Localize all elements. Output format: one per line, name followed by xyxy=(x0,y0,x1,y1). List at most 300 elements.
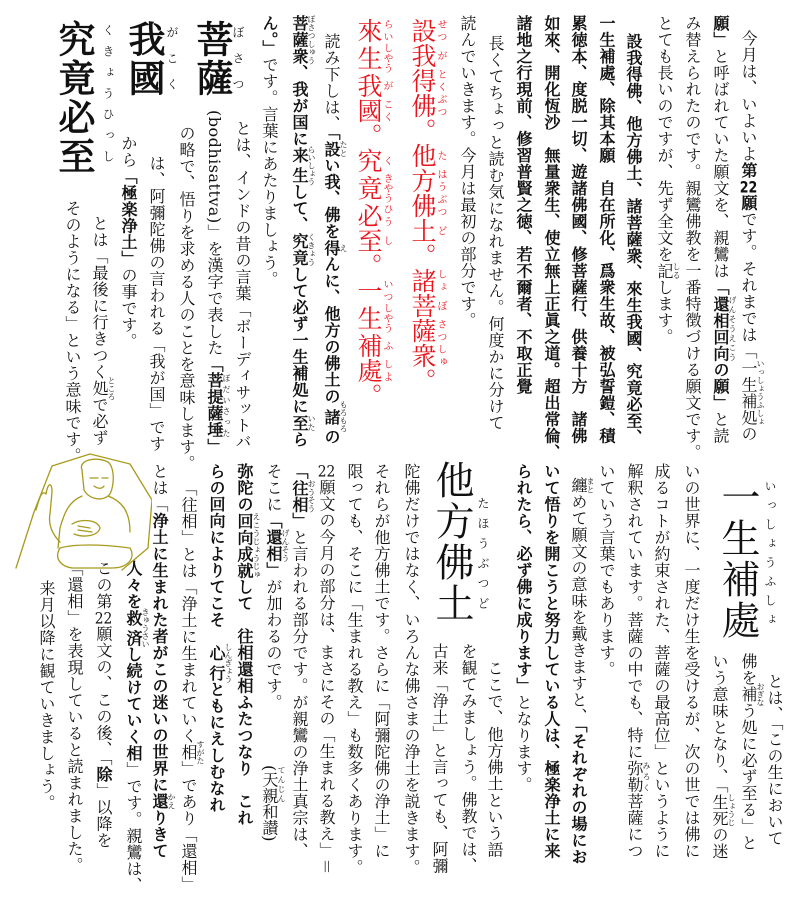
text-run: 如來、開化恆沙 無量衆生、使立無上正眞之道。超出常倫、 xyxy=(542,15,561,461)
text-run: 22 xyxy=(739,178,758,195)
ruby-text xyxy=(354,203,392,228)
text-line xyxy=(65,560,83,874)
ruby-text xyxy=(90,376,116,401)
ruby-reading: おぎな xyxy=(756,682,765,707)
text-run: いの世界に、一度だけ生を受けるが、次の世では佛に xyxy=(682,463,701,859)
ruby-reading: はう xyxy=(435,168,446,193)
text-run: 「それぞれの場にお xyxy=(569,724,588,865)
text-run: 。 xyxy=(408,118,437,143)
ruby-reading: しんぎょう xyxy=(224,642,233,683)
text-run: う処に必ず至る」と xyxy=(739,702,758,851)
ruby-reading: ぼ xyxy=(435,293,446,318)
text-line xyxy=(260,15,278,288)
ruby-base: 還 xyxy=(150,793,169,810)
text-run: と言われる部分です。が親鸞の浄土真宗は、 xyxy=(290,529,309,859)
ruby-base: 生死 xyxy=(710,793,729,827)
text-run: を観てみましょう。佛教では、 xyxy=(459,643,478,874)
ruby-reading: が xyxy=(381,73,392,98)
ruby-text xyxy=(710,793,736,827)
text-run: 諸地之行現前、修習普賢之徳、若不爾者、不取正覺 xyxy=(514,15,533,395)
ruby-text xyxy=(290,233,316,266)
ruby-reading: まと xyxy=(586,477,595,494)
text-run: 、我が国に xyxy=(290,64,309,147)
text-run: の迷 xyxy=(710,826,729,860)
text-run: んに、他方の佛土の xyxy=(322,256,341,405)
text-run: 。 xyxy=(408,243,437,268)
text-run: いう意味となり、「 xyxy=(710,653,729,794)
text-run: 古来「浄土」と言っても、阿彌 xyxy=(430,643,449,874)
ruby-reading: らいしょう xyxy=(307,145,316,186)
text-run: られたら、必ず佛に成ります」 xyxy=(514,463,533,694)
text-line xyxy=(569,477,595,865)
text-line xyxy=(322,33,348,445)
ruby-base: (天親 xyxy=(260,765,279,804)
text-run: 願」 xyxy=(711,15,730,48)
ruby-reading: きやう xyxy=(381,173,392,203)
text-run: そのようになる」という意味です。 xyxy=(63,200,82,464)
ruby-base: 心行 xyxy=(207,642,226,683)
text-run: 浄土に生まれた者がこの迷いの世界に xyxy=(150,512,169,793)
ruby-base: 佛 xyxy=(408,193,437,218)
text-line xyxy=(711,15,737,444)
red-scripture-line xyxy=(408,18,446,393)
ruby-reading: おうそう xyxy=(307,479,316,513)
text-line xyxy=(430,643,448,874)
ruby-base: 諸 xyxy=(322,400,341,433)
text-run: ん。」 xyxy=(260,15,279,57)
text-line xyxy=(683,15,701,461)
ruby-reading: ぼだいさった xyxy=(222,372,231,439)
ruby-text xyxy=(290,145,316,186)
text-run: の xyxy=(739,425,758,442)
ruby-text xyxy=(408,268,446,293)
text-run: 。 xyxy=(408,368,437,393)
ruby-reading: みろく xyxy=(642,760,651,793)
ruby-base: 菩薩衆 xyxy=(290,15,309,65)
text-run: 成るコトが約束された、菩薩の最高位」というように xyxy=(652,463,671,859)
ruby-base: 纏 xyxy=(569,477,588,494)
text-run: それらが他方佛土です。さらに「阿彌陀佛の浄土」に xyxy=(372,463,391,859)
text-line xyxy=(739,30,765,442)
ruby-reading: ぶつ xyxy=(435,93,446,118)
ruby-base: 生 xyxy=(354,303,383,333)
ruby-reading: ところ xyxy=(107,376,116,401)
ruby-text xyxy=(739,682,765,707)
ruby-reading: ど xyxy=(435,218,446,243)
text-run: 読んでいきます。今月は最初の部分です。 xyxy=(458,15,477,329)
ruby-base: 弥勒 xyxy=(625,760,644,793)
ruby-base: 来生 xyxy=(290,145,309,186)
text-run: 佛を xyxy=(739,653,758,686)
text-run: 。 xyxy=(354,253,383,278)
text-run: とは、インドの昔の言葉「ボーディサットバ xyxy=(233,120,252,450)
text-run: 「往相」とは「浄土に生まれていく xyxy=(179,480,198,744)
text-run: ら xyxy=(290,431,309,448)
ruby-reading: え xyxy=(339,239,348,256)
text-run: 。 xyxy=(354,123,383,148)
text-line xyxy=(542,463,560,859)
ruby-base: 必 xyxy=(354,203,383,228)
text-line xyxy=(290,463,316,859)
ruby-text xyxy=(322,400,348,433)
text-run: 読み下しは、 xyxy=(322,33,341,132)
ruby-text xyxy=(260,765,286,804)
heading-kukyo-hisshi: 究竟必至 xyxy=(52,20,95,176)
text-run: 「還相」を表現していると読まれました。 xyxy=(65,560,84,874)
ruby-base: 一 xyxy=(354,278,383,303)
wasan-line xyxy=(235,463,261,826)
text-run: して、 xyxy=(290,183,309,233)
ruby-reading: た xyxy=(435,143,446,168)
ruby-text xyxy=(354,303,392,333)
text-line xyxy=(372,463,390,859)
ruby-base: 衆 xyxy=(408,343,437,368)
text-run: 陀佛だけではなく、いろんな佛さまの浄土を説きます。 xyxy=(402,463,421,876)
text-run: と読 xyxy=(711,411,730,444)
ruby-text xyxy=(408,193,446,218)
text-line xyxy=(486,35,504,431)
ruby-reading: こく xyxy=(381,98,392,123)
ruby-text xyxy=(354,148,392,173)
text-run: とは、「この生において xyxy=(765,673,784,847)
ruby-text xyxy=(124,607,150,648)
ruby-base: 處 xyxy=(354,358,383,383)
text-run: い我、佛を xyxy=(322,157,341,240)
heading-gakoku: 我國 xyxy=(122,20,165,98)
wasan-line xyxy=(207,463,233,813)
text-run: めて願文の意味を戴きますと、 xyxy=(569,493,588,725)
text-line xyxy=(514,463,532,793)
text-run: と呼ばれていた願文を、親鸞は xyxy=(711,48,730,279)
heading-ruby: がこく xyxy=(165,26,179,104)
ruby-text xyxy=(235,512,261,579)
ruby-base: 薩 xyxy=(408,318,437,343)
scripture-line xyxy=(514,15,532,395)
text-run: です。それまでは「 xyxy=(739,211,758,360)
text-run: 願文の今月の部分は、まさにその「生まれる教え」＝ xyxy=(317,479,336,876)
scripture-line xyxy=(624,33,642,446)
text-run: の xyxy=(322,428,341,445)
ruby-base: 土 xyxy=(408,218,437,243)
heading-taho-butsudo: 他方佛土 xyxy=(429,460,474,624)
text-run: で必ず xyxy=(90,396,109,446)
ruby-text xyxy=(290,479,316,513)
text-line xyxy=(458,15,476,329)
ruby-text xyxy=(290,414,316,432)
red-scripture-line xyxy=(354,18,392,408)
text-run: して 往相還相ふたつなり これ xyxy=(235,578,254,826)
heading-bosatsu: 菩薩 xyxy=(190,20,233,98)
ruby-base: 還相 xyxy=(264,529,283,562)
text-run: は、阿彌陀佛の言われる「我が国」です xyxy=(147,155,166,452)
text-run: 願文の、この後、「 xyxy=(94,625,113,766)
ruby-text xyxy=(408,93,446,118)
ruby-text xyxy=(655,262,681,280)
ruby-reading: しょうじ xyxy=(727,793,736,827)
ruby-reading: が xyxy=(435,43,446,68)
ruby-text xyxy=(625,760,651,793)
text-run: し続けていく相 xyxy=(124,646,143,762)
ruby-base: 往相 xyxy=(290,479,309,513)
ruby-base: 相 xyxy=(179,740,198,765)
ruby-text xyxy=(354,358,392,383)
ruby-reading: かえ xyxy=(167,793,176,810)
text-run: 「 xyxy=(264,512,283,529)
text-run: が加わるのです。 xyxy=(264,578,283,711)
ruby-text xyxy=(264,529,290,562)
text-run: 」であり「還相」 xyxy=(179,760,198,893)
text-line xyxy=(264,463,290,711)
text-line xyxy=(124,560,150,894)
ruby-reading: げんそうえこう xyxy=(728,295,737,362)
text-run: いて悟りを開こうと努力している人は、極楽浄土に来 xyxy=(542,463,561,859)
text-line xyxy=(94,560,112,849)
ruby-reading: てんじん xyxy=(277,765,286,804)
ruby-reading: しゅ xyxy=(435,343,446,368)
ruby-text xyxy=(150,793,176,810)
ruby-text xyxy=(408,293,446,318)
ruby-base: 至 xyxy=(290,414,309,431)
text-run: 一生補處、除其本願 自在所化、爲衆生故、被弘誓鎧、積 xyxy=(597,15,616,444)
ruby-text xyxy=(290,15,316,65)
ruby-base: 菩提薩埵 xyxy=(205,372,224,439)
text-run: ここで、他方佛土という語 xyxy=(485,660,504,858)
text-run: 「 xyxy=(290,463,309,480)
heading-issho-fusho: 一生補處 xyxy=(715,477,760,641)
ruby-reading: ひう xyxy=(381,203,392,228)
text-run: 解釈されています。菩薩の中でも、特に xyxy=(625,463,644,760)
text-run: 第 xyxy=(739,162,758,179)
text-run: 除 xyxy=(94,766,113,783)
ruby-reading: たと xyxy=(339,140,348,157)
ruby-base: 我 xyxy=(408,43,437,68)
ruby-text xyxy=(205,372,231,439)
scripture-line xyxy=(569,15,587,444)
ruby-base: 菩 xyxy=(408,293,437,318)
ruby-base: 補 xyxy=(354,333,383,358)
text-run: らの回向によりてこそ xyxy=(207,463,226,645)
buddha-drawing-icon xyxy=(12,452,152,574)
text-run: この第 xyxy=(94,560,113,610)
text-run: 「極楽浄土」 xyxy=(119,168,138,267)
ruby-text xyxy=(354,18,392,43)
ruby-reading: く xyxy=(381,148,392,173)
ruby-reading: えこうじょうじゅ xyxy=(252,512,261,579)
ruby-text xyxy=(354,228,392,253)
text-run: 」 xyxy=(205,438,224,455)
ruby-reading: きゅうさい xyxy=(141,607,150,648)
ruby-reading: ふ xyxy=(381,333,392,358)
ruby-text xyxy=(408,343,446,368)
ruby-base: 設 xyxy=(408,18,437,43)
text-run: 22 xyxy=(94,609,113,626)
ruby-text xyxy=(354,333,392,358)
text-run: して必ず一生補処に xyxy=(290,266,309,415)
text-line xyxy=(317,463,335,875)
text-line xyxy=(150,463,176,859)
ruby-base: 竟 xyxy=(354,173,383,203)
ruby-base: 記 xyxy=(655,262,674,279)
ruby-reading: もろもろ xyxy=(339,400,348,433)
ruby-text xyxy=(408,68,446,93)
text-line xyxy=(682,463,700,859)
text-line xyxy=(90,215,116,446)
text-run: (bodhisattva)」を漢字で表した xyxy=(205,110,224,356)
ruby-reading: ぶつ xyxy=(435,193,446,218)
scripture-line xyxy=(542,15,560,461)
ruby-reading: らい xyxy=(381,18,392,43)
ruby-base: 究竟 xyxy=(290,233,309,266)
ruby-reading: すがた xyxy=(196,740,205,765)
ruby-base: 回向成就 xyxy=(235,512,254,579)
ruby-text xyxy=(354,173,392,203)
ruby-reading: いた xyxy=(307,414,316,431)
ruby-reading: とく xyxy=(435,68,446,93)
ruby-base: 得 xyxy=(322,239,341,256)
text-line xyxy=(655,15,681,345)
text-line xyxy=(710,653,736,860)
ruby-base: 救済 xyxy=(124,607,143,648)
ruby-text xyxy=(408,18,446,43)
attribution-tenjin-wasan xyxy=(260,765,286,842)
text-run: 「 xyxy=(205,355,224,373)
ruby-reading: しやう xyxy=(381,43,392,73)
ruby-reading: さつ xyxy=(435,318,446,343)
text-run: 累徳本、度脱一切、遊諸佛國、修菩薩行、供養十方 諸佛 xyxy=(569,15,588,444)
ruby-reading: げんそう xyxy=(281,529,290,562)
text-line xyxy=(147,155,165,452)
ruby-text xyxy=(408,318,446,343)
text-run: 」 xyxy=(264,562,283,579)
ruby-base: 得 xyxy=(408,68,437,93)
text-line xyxy=(37,580,55,811)
scripture-line xyxy=(597,15,615,444)
text-line xyxy=(63,200,81,464)
ruby-base: 設 xyxy=(322,140,341,157)
text-run: 願 xyxy=(739,194,758,211)
text-run: 設我得佛、他方佛土、諸菩薩衆、來生我國、究竟必至、 xyxy=(624,33,643,446)
text-line xyxy=(485,660,503,858)
ruby-base: 一生補処 xyxy=(739,359,758,426)
text-run: りきて xyxy=(150,809,169,859)
text-run: 」以降を xyxy=(94,782,113,849)
text-run: から xyxy=(119,135,138,168)
text-run: とは「最後に行きつく xyxy=(90,215,109,380)
text-run: 」 xyxy=(290,512,309,529)
ruby-text xyxy=(354,98,392,123)
text-run: 限っても、そこに「生まれる教え」も数多くあります。 xyxy=(345,463,364,876)
text-line xyxy=(205,110,231,455)
text-line xyxy=(290,15,316,448)
text-line xyxy=(625,463,651,859)
ruby-reading: しる xyxy=(672,262,681,279)
text-run: 来月以降に観ていきましょう。 xyxy=(37,580,56,811)
heading-ruby: たほうぶつど xyxy=(476,497,490,617)
ruby-base: 國 xyxy=(354,98,383,123)
ruby-base: 究 xyxy=(354,148,383,173)
text-line xyxy=(765,673,783,847)
text-run: 。 xyxy=(354,383,383,408)
ruby-reading: いつ xyxy=(381,278,392,303)
text-run: します。 xyxy=(655,279,674,345)
ruby-base: 他 xyxy=(408,143,437,168)
heading-ruby: いっしょうふしょ xyxy=(763,480,777,632)
ruby-reading: くきょう xyxy=(307,233,316,266)
ruby-reading: しやう xyxy=(381,303,392,333)
ruby-base: 來 xyxy=(354,18,383,43)
ruby-text xyxy=(354,278,392,303)
ruby-base: 方 xyxy=(408,168,437,193)
ruby-base: 生 xyxy=(354,43,383,73)
text-run: となります。 xyxy=(514,694,533,793)
text-run: 「 xyxy=(711,279,730,296)
text-run: とは「 xyxy=(150,463,169,513)
ruby-text xyxy=(408,43,446,68)
text-line xyxy=(652,463,670,859)
text-line xyxy=(739,653,765,851)
ruby-text xyxy=(408,218,446,243)
ruby-text xyxy=(179,740,205,765)
ruby-base: 至 xyxy=(354,228,383,253)
text-run: 弥陀の xyxy=(235,463,254,513)
text-run: の略で、悟りを求める人のことを意味します。 xyxy=(177,125,196,472)
text-line xyxy=(233,120,251,450)
ruby-reading: せつ xyxy=(435,18,446,43)
text-run: み替えられたのです。親鸞佛教を一番特徴づける願文です。 xyxy=(683,15,702,461)
text-line xyxy=(402,463,420,876)
ruby-reading: ぼさつしゅう xyxy=(307,15,316,65)
heading-ruby: ぼさつ xyxy=(231,26,245,104)
text-run: 今月は、いよいよ xyxy=(739,30,758,162)
ruby-reading: いっしょうふしょ xyxy=(756,359,765,426)
ruby-text xyxy=(354,73,392,98)
text-run: 22 xyxy=(317,463,336,479)
text-run: いていう言葉でもあります。 xyxy=(597,463,616,678)
ruby-base: 諸 xyxy=(408,268,437,293)
ruby-text xyxy=(408,143,446,168)
text-line xyxy=(179,480,205,893)
text-line xyxy=(459,643,477,874)
ruby-base: 我 xyxy=(354,73,383,98)
ruby-base: 佛 xyxy=(408,93,437,118)
ruby-reading: し xyxy=(381,228,392,253)
text-line xyxy=(597,463,615,678)
text-run: 長くてちょっと読む気になれません。何度かに分けて xyxy=(486,35,505,431)
text-run: の願」 xyxy=(711,361,730,411)
text-run: 菩薩につ xyxy=(625,793,644,859)
ruby-text xyxy=(739,359,765,426)
text-run: の事です。 xyxy=(119,267,138,350)
ruby-base: 還相回向 xyxy=(711,295,730,362)
text-line xyxy=(177,125,195,472)
text-run: です。言葉にあたりましょう。 xyxy=(260,56,279,288)
text-run: 人々を xyxy=(124,560,143,610)
ruby-base: 処 xyxy=(90,376,109,401)
text-run: 「 xyxy=(322,132,341,141)
ruby-text xyxy=(711,295,737,362)
ruby-text xyxy=(322,239,348,257)
text-run: とても長いのですが、先ず全文を xyxy=(655,15,674,263)
heading-ruby: くきょうひっし xyxy=(101,24,115,171)
text-run: 」です。親鸞は、 xyxy=(124,761,143,894)
ruby-reading: しよ xyxy=(381,358,392,383)
text-run: そこに xyxy=(264,463,283,513)
ruby-reading: しょ xyxy=(435,268,446,293)
text-run: 和讃) xyxy=(260,803,279,842)
ruby-text xyxy=(569,477,595,494)
text-line xyxy=(119,135,137,350)
ruby-text xyxy=(408,168,446,193)
